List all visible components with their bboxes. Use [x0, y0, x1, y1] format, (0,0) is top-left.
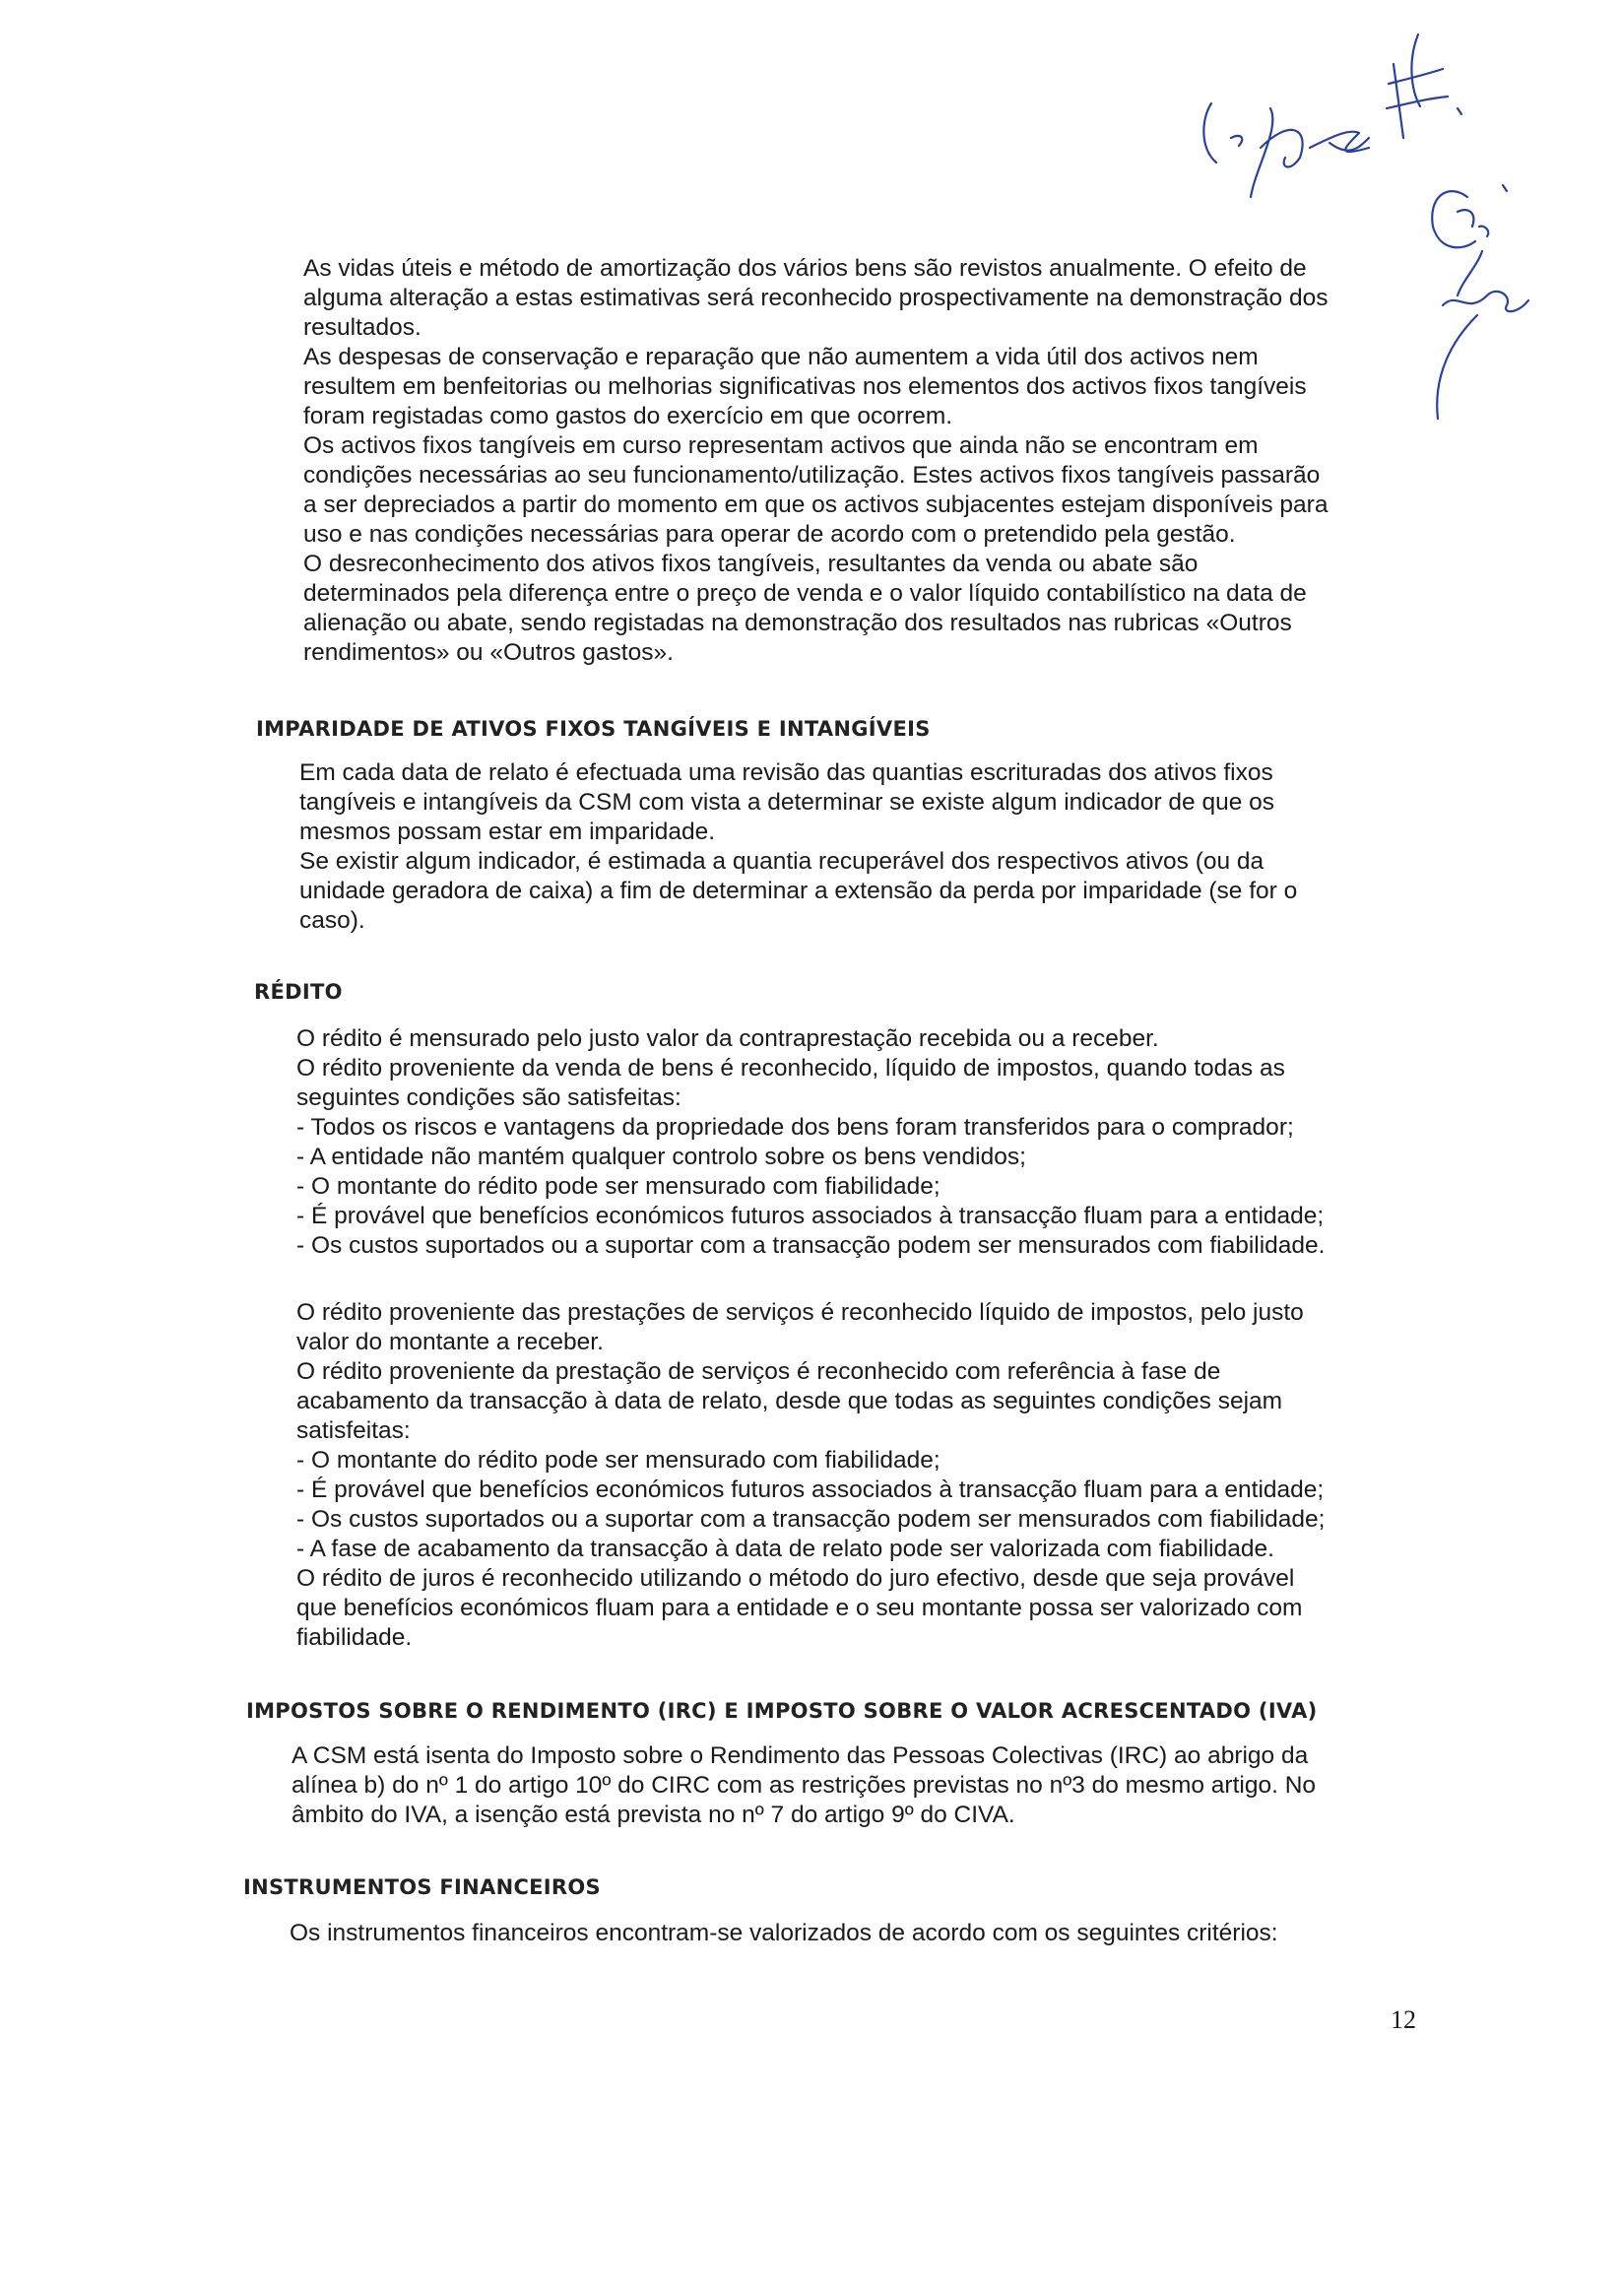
page-number: 12	[1391, 2005, 1416, 2034]
section-heading-impostos: IMPOSTOS SOBRE O RENDIMENTO (IRC) E IMPOSTO SOBRE O VALOR ACRESCENTADO (IVA)	[246, 1699, 1318, 1723]
redito-block-2: O rédito proveniente das prestações de serviços é reconhecido líquido de impostos, pelo justo valor do montante a receber. O rédito proveniente da prestação de serviços é reconhecido com referência à fase de acabamento da transacção à data de relato, desde que todas as seguintes condições sejam satisfeitas: - O montante do rédito pode ser mensurado com fiabilidade; - É provável que benefícios económicos futuros associados à transacção fluam para a entidade; - Os custos suportados ou a suportar com a transacção podem ser mensurados com fiabilidade; - A fase de acabamento da transacção à data de relato pode ser valorizada com fiabilidade. O rédito de juros é reconhecido utilizando o método do juro efectivo, desde que seja provável que benefícios económicos fluam para a entidade e o seu montante possa ser valorizado com fiabilidade.	[296, 1299, 1326, 1651]
section-heading-redito: RÉDITO	[254, 980, 343, 1004]
impostos-paragraph: A CSM está isenta do Imposto sobre o Rendimento das Pessoas Colectivas (IRC) ao abrigo da alínea b) do nº 1 do artigo 10º do CIRC com as restrições previstas no nº3 do mesmo artigo. No âmbito do IVA, a isenção está prevista no nº 7 do artigo 9º do CIVA.	[292, 1742, 1317, 1828]
intro-paragraph-4: O desreconhecimento dos ativos fixos tangíveis, resultantes da venda ou abate são determinados pela diferença entre o preço de venda e o valor líquido contabilístico na data de alienação ou abate, sendo registadas na demonstração dos resultados nas rubricas «Outros rendimentos» ou «Outros gastos».	[303, 551, 1307, 666]
redito-block-1: O rédito é mensurado pelo justo valor da contraprestação recebida ou a receber. O rédito proveniente da venda de bens é reconhecido, líquido de impostos, quando todas as seguintes condições são satisfeitas: - Todos os riscos e vantagens da propriedade dos bens foram transferidos para o comprador; - A entidade não mantém qualquer controlo sobre os bens vendidos; - O montante do rédito pode ser mensurado com fiabilidade; - É provável que benefícios económicos futuros associados à transacção fluam para a entidade; - Os custos suportados ou a suportar com a transacção podem ser mensurados com fiabilidade.	[296, 1025, 1326, 1259]
intro-paragraph-3: Os activos fixos tangíveis em curso representam activos que ainda não se encontram em condições necessárias ao seu funcionamento/utilização. Estes activos fixos tangíveis passarão a ser depreciados a partir do momento em que os activos subjacentes estejam disponíveis para uso e nas condições necessárias para operar de acordo com o pretendido pela gestão.	[303, 432, 1329, 548]
imparidade-paragraph-1: Em cada data de relato é efectuada uma revisão das quantias escrituradas dos ativos fixos tangíveis e intangíveis da CSM com vista a determinar se existe algum indicador de que os mesmos possam estar em imparidade.	[299, 759, 1275, 845]
section-heading-instrumentos: INSTRUMENTOS FINANCEIROS	[243, 1875, 601, 1899]
imparidade-paragraph-2: Se existir algum indicador, é estimada a quantia recuperável dos respectivos ativos (ou da unidade geradora de caixa) a fim de determinar a extensão da perda por imparidade (se for o caso).	[299, 848, 1298, 934]
section-heading-imparidade: IMPARIDADE DE ATIVOS FIXOS TANGÍVEIS E INTANGÍVEIS	[256, 717, 931, 741]
instrumentos-paragraph: Os instrumentos financeiros encontram-se valorizados de acordo com os seguintes critérios:	[290, 1920, 1278, 1946]
intro-paragraph-1: As vidas úteis e método de amortização dos vários bens são revistos anualmente. O efeito de alguma alteração a estas estimativas será reconhecido prospectivamente na demonstração dos resultados.	[303, 255, 1329, 341]
intro-paragraph-2: As despesas de conservação e reparação que não aumentem a vida útil dos activos nem resultem em benfeitorias ou melhorias significativas nos elementos dos activos fixos tangíveis foram registadas como gastos do exercício em que ocorrem.	[303, 344, 1307, 429]
